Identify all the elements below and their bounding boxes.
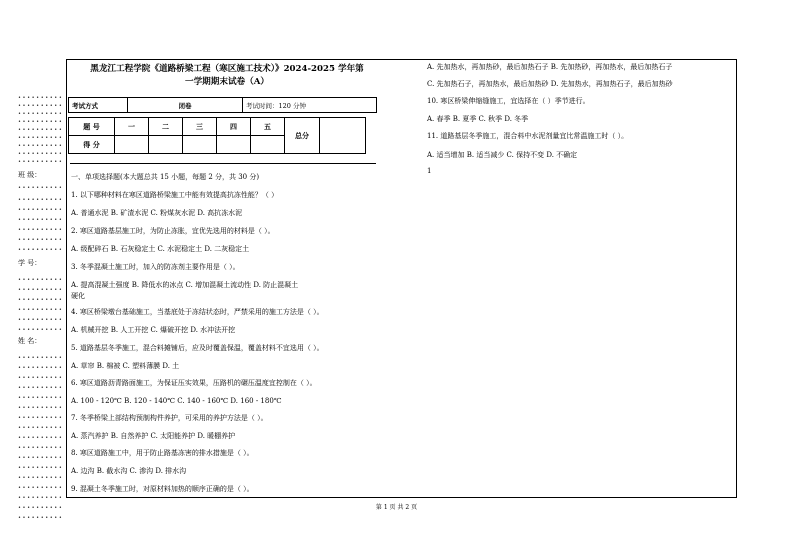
dotted-line: • • • • • • • • • •	[18, 128, 62, 133]
score-cell[interactable]	[149, 136, 183, 154]
dotted-line: • • • • • • • • • •	[18, 112, 62, 117]
score-col-header: 五	[251, 118, 285, 136]
score-col-header: 四	[217, 118, 251, 136]
question-line: 9. 混凝土冬季施工时，对原材料加热的顺序正确的是（ ）。	[71, 485, 254, 493]
question-line: 7. 冬季桥梁上部结构预制构件养护，可采用的养护方法是（ ）。	[71, 414, 268, 422]
page-footer: 第 1 页 共 2 页	[375, 504, 418, 511]
score-cell[interactable]	[115, 136, 149, 154]
question-line: 1. 以下哪种材料在寒区道路桥梁施工中能有效提高抗冻性能？（ ）	[71, 191, 279, 199]
question-line: 5. 道路基层冬季施工，混合料摊铺后，应及时覆盖保温，覆盖材料不宜选用（ ）。	[71, 344, 324, 352]
dotted-line: • • • • • • • • • •	[18, 406, 62, 411]
score-cell[interactable]	[217, 136, 251, 154]
option-line: A. 级配碎石 B. 石灰稳定土 C. 水泥稳定土 D. 二灰稳定土	[71, 245, 250, 253]
question-line: 4. 寒区桥梁墩台基础施工，当基底处于冻结状态时，严禁采用的施工方法是（ ）。	[71, 308, 324, 316]
score-table	[68, 117, 366, 154]
student-id-label: 学 号：	[18, 259, 42, 267]
exam-title-line2: 一学期期末试卷（A）	[184, 77, 269, 87]
dotted-line: • • • • • • • • • •	[18, 386, 62, 391]
score-col-header: 三	[183, 118, 217, 136]
dotted-line: • • • • • • • • • •	[18, 228, 62, 233]
dotted-line: • • • • • • • • • •	[18, 96, 62, 101]
dotted-line: • • • • • • • • • •	[18, 278, 62, 283]
dotted-line: • • • • • • • • • •	[18, 160, 62, 165]
dotted-line: • • • • • • • • • •	[18, 136, 62, 141]
name-label: 姓 名：	[18, 337, 42, 345]
option-line: A. 先加热水，再加热砂，最后加热石子 B. 先加热砂，再加热水，最后加热石子	[427, 63, 673, 71]
dotted-line: • • • • • • • • • •	[18, 198, 62, 203]
exam-title	[72, 63, 382, 89]
dotted-line: • • • • • • • • • •	[18, 486, 62, 491]
exam-title-line1: 黑龙江工程学院《道路桥梁工程（寒区施工技术）》2024-2025 学年第	[90, 64, 364, 74]
score-col-header: 二	[149, 118, 183, 136]
dotted-line: • • • • • • • • • •	[18, 496, 62, 501]
dotted-line: • • • • • • • • • •	[18, 152, 62, 157]
exam-info-table	[68, 97, 377, 113]
dotted-line: • • • • • • • • • •	[18, 466, 62, 471]
score-cell[interactable]	[251, 136, 285, 154]
option-line: A. 普通水泥 B. 矿渣水泥 C. 粉煤灰水泥 D. 高抗冻水泥	[71, 209, 243, 217]
dotted-line: • • • • • • • • • •	[18, 416, 62, 421]
score-row-label: 题 号	[69, 118, 115, 136]
option-line: A. 适当增加 B. 适当减少 C. 保持不变 D. 不确定	[427, 151, 578, 159]
dotted-line: • • • • • • • • • •	[18, 396, 62, 401]
dotted-line: • • • • • • • • • •	[18, 446, 62, 451]
option-line: C. 先加热石子，再加热水，最后加热砂 D. 先加热水，再加热石子，最后加热砂	[427, 80, 673, 88]
score-row-label: 得 分	[69, 136, 115, 154]
dotted-line: • • • • • • • • • •	[18, 516, 62, 521]
dotted-line: • • • • • • • • • •	[18, 144, 62, 149]
dotted-line: • • • • • • • • • •	[18, 186, 62, 191]
score-col-header: 一	[115, 118, 149, 136]
score-cell[interactable]	[183, 136, 217, 154]
option-line: A. 边沟 B. 截水沟 C. 渗沟 D. 排水沟	[71, 467, 187, 475]
exam-method-value: 闭卷	[128, 98, 243, 113]
dotted-line: • • • • • • • • • •	[18, 476, 62, 481]
total-score-cell[interactable]	[320, 118, 366, 154]
dotted-line: • • • • • • • • • •	[18, 366, 62, 371]
dotted-line: • • • • • • • • • •	[18, 356, 62, 361]
option-line: A. 草帘 B. 棉被 C. 塑料薄膜 D. 土	[71, 362, 180, 370]
option-line: A. 蒸汽养护 B. 自然养护 C. 太阳能养护 D. 暖棚养护	[71, 432, 236, 440]
option-line: A. 100 - 120℃ B. 120 - 140℃ C. 140 - 160℃ D. 160 - 180℃	[71, 397, 282, 405]
dotted-line: • • • • • • • • • •	[18, 298, 62, 303]
dotted-line: • • • • • • • • • •	[18, 238, 62, 243]
question-line: 11. 道路基层冬季施工，混合料中水泥剂量宜比常温施工时（ ）。	[427, 132, 629, 140]
dotted-line: • • • • • • • • • •	[18, 120, 62, 125]
section-divider	[70, 163, 376, 164]
section-heading: 一、单项选择题(本大题总共 15 小题，每题 2 分，共 30 分)	[71, 173, 260, 181]
option-line-cont: 硬化	[71, 292, 85, 300]
dotted-line: • • • • • • • • • •	[18, 208, 62, 213]
exam-time: 考试时间：120 分钟	[243, 98, 377, 113]
dotted-line: • • • • • • • • • •	[18, 288, 62, 293]
total-score-label: 总分	[285, 118, 320, 154]
question-line: 8. 寒区道路施工中，用于防止路基冻害的排水措施是（ ）。	[71, 449, 254, 457]
dotted-line: • • • • • • • • • •	[18, 104, 62, 109]
exam-method-label: 考试方式	[69, 98, 128, 113]
dotted-line: • • • • • • • • • •	[18, 376, 62, 381]
dotted-line: • • • • • • • • • •	[18, 426, 62, 431]
question-line: 2. 寒区道路基层施工时，为防止冻胀，宜优先选用的材料是（ ）。	[71, 227, 275, 235]
class-label: 班 级：	[18, 171, 42, 179]
stray-mark: 1	[427, 167, 432, 175]
dotted-line: • • • • • • • • • •	[18, 308, 62, 313]
option-line: A. 春季 B. 夏季 C. 秋季 D. 冬季	[427, 115, 529, 123]
question-line: 10. 寒区桥梁伸缩缝施工，宜选择在（ ）季节进行。	[427, 97, 590, 105]
question-line: 3. 冬季混凝土施工时，加入的防冻剂主要作用是（ ）。	[71, 263, 240, 271]
dotted-line: • • • • • • • • • •	[18, 456, 62, 461]
dotted-line: • • • • • • • • • •	[18, 218, 62, 223]
dotted-line: • • • • • • • • • •	[18, 436, 62, 441]
dotted-line: • • • • • • • • • •	[18, 328, 62, 333]
dotted-line: • • • • • • • • • •	[18, 318, 62, 323]
option-line: A. 提高混凝土强度 B. 降低水的冰点 C. 增加混凝土流动性 D. 防止混凝土	[71, 281, 299, 289]
option-line: A. 机械开挖 B. 人工开挖 C. 爆破开挖 D. 水冲法开挖	[71, 326, 236, 334]
dotted-line: • • • • • • • • • •	[18, 248, 62, 253]
question-line: 6. 寒区道路沥青路面施工，为保证压实效果，压路机的碾压温度宜控制在（ ）。	[71, 379, 317, 387]
dotted-line: • • • • • • • • • •	[18, 506, 62, 511]
